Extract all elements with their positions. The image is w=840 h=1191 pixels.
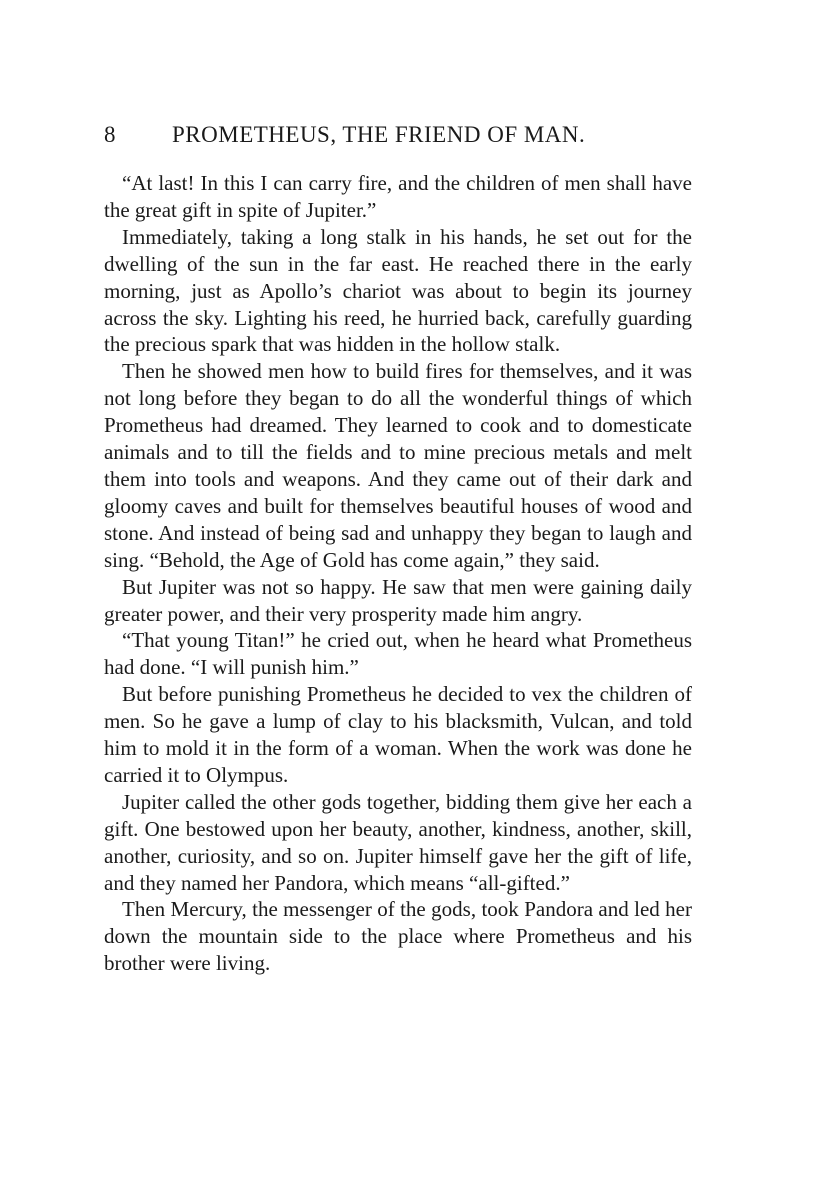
running-head <box>104 118 704 152</box>
paragraph-then-he-showed: Then he showed men how to build fires for themselves, and it was not long before they began to do all the wonderful things of which Prometheus had dreamed. They learned to cook and to domesticate animals and to till the fields and to mine precious metals and melt them into tools and weapons. And they came out of their dark and gloomy caves and built for themselves beautiful houses of wood and stone. And instead of being sad and unhappy they began to laugh and sing. “Behold, the Age of Gold has come again,” they said. <box>104 359 692 572</box>
paragraph-jupiter-called: Jupiter called the other gods together, bidding them give her each a gift. One bestowed upon her beauty, another, kindness, another, skill, another, curiosity, and so on. Jupiter himself gave her the gift of life, and they named her Pandora, which means “all-gifted.” <box>104 789 692 895</box>
paragraph-then-mercury: Then Mercury, the messenger of the gods, took Pandora and led her down the mountain side to the place where Prometheus and his brother were living. <box>104 897 692 976</box>
paragraph-but-jupiter: But Jupiter was not so happy. He saw that men were gaining daily greater power, and their very prosperity made him angry. <box>104 574 692 626</box>
paragraph-immediately: Immediately, taking a long stalk in his hands, he set out for the dwelling of the sun in the far east. He reached there in the early morning, just as Apollo’s chariot was about to begin its journey across the sky. Lighting his reed, he hurried back, carefully guarding the precious spark that was hidden in the hollow stalk. <box>104 224 692 357</box>
body-text <box>104 170 692 977</box>
paragraph-that-young-titan: “That young Titan!” he cried out, when he heard what Prometheus had done. “I will punish him.” <box>104 628 692 680</box>
paragraph-before-punishing: But before punishing Prometheus he decided to vex the children of men. So he gave a lump of clay to his blacksmith, Vulcan, and told him to mold it in the form of a woman. When the work was done he carried it to Olympus. <box>104 682 692 787</box>
running-title: PROMETHEUS, THE FRIEND OF MAN. <box>172 122 586 147</box>
paragraph-at-last: “At last! In this I can carry fire, and the children of men shall have the great gift in spite of Jupiter.” <box>104 171 692 222</box>
page-number: 8 <box>104 122 116 147</box>
